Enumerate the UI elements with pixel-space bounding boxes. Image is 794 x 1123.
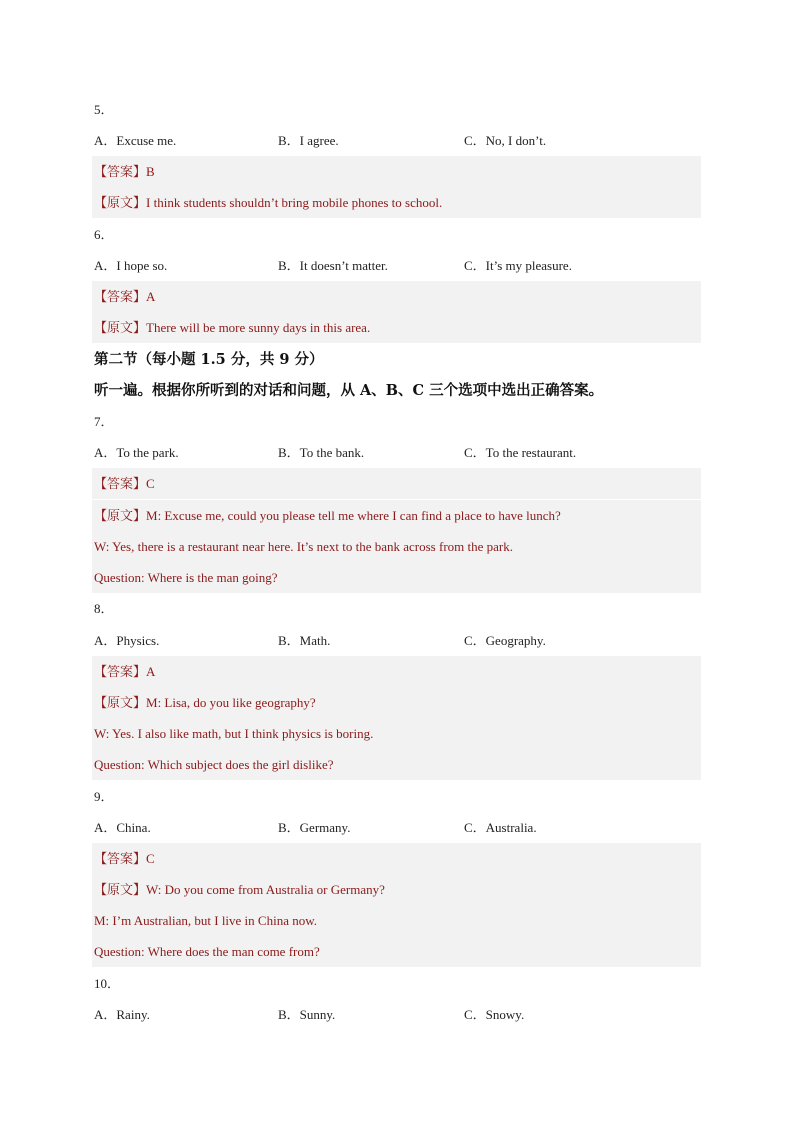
option-a: A．Physics.: [94, 633, 160, 648]
option-b: B．It doesn’t matter.: [278, 258, 388, 273]
question-10-number: 10．: [94, 976, 121, 991]
option-c: C．Snowy.: [464, 1007, 525, 1022]
question-9-answer: 【答案】C: [92, 843, 701, 874]
option-c: C．It’s my pleasure.: [464, 258, 572, 273]
question-9-options: [94, 812, 701, 843]
option-a: A．Rainy.: [94, 1007, 150, 1022]
option-c: C．Geography.: [464, 633, 546, 648]
question-9-number: 9．: [94, 789, 114, 804]
question-8-options: [94, 625, 701, 656]
question-7-answer: 【答案】C: [92, 468, 701, 499]
question-8-transcript-3: Question: Which subject does the girl dislike?: [92, 749, 701, 780]
question-6-options: [94, 250, 701, 281]
option-a: A．China.: [94, 820, 151, 835]
question-5-options: [94, 125, 701, 156]
section-2-title: 第二节（每小题 1.5 分，共 9 分）: [94, 351, 324, 368]
option-b: B．I agree.: [278, 133, 339, 148]
question-9-transcript-1: 【原文】W: Do you come from Australia or Germany?: [92, 874, 701, 905]
question-7-options: [94, 437, 701, 468]
question-5-number: 5．: [94, 102, 114, 117]
option-b: B．To the bank.: [278, 445, 365, 460]
question-8-number: 8．: [94, 601, 114, 616]
option-b: B．Sunny.: [278, 1007, 336, 1022]
option-b: B．Math.: [278, 633, 331, 648]
option-c: C．No, I don’t.: [464, 133, 547, 148]
option-a: A．Excuse me.: [94, 133, 177, 148]
option-c: C．Australia.: [464, 820, 537, 835]
question-9-transcript-2: M: I’m Australian, but I live in China now.: [92, 905, 701, 936]
question-9-transcript-3: Question: Where does the man come from?: [92, 936, 701, 967]
question-6-number: 6．: [94, 227, 114, 242]
question-6-answer: 【答案】A: [92, 281, 701, 312]
option-c: C．To the restaurant.: [464, 445, 577, 460]
question-5-transcript: 【原文】I think students shouldn’t bring mobile phones to school.: [92, 187, 701, 218]
option-b: B．Germany.: [278, 820, 351, 835]
option-a: A．I hope so.: [94, 258, 168, 273]
question-8-transcript-2: W: Yes. I also like math, but I think physics is boring.: [92, 718, 701, 749]
question-7-transcript-2: W: Yes, there is a restaurant near here. It’s next to the bank across from the park.: [92, 531, 701, 562]
question-7-transcript-1: 【原文】M: Excuse me, could you please tell me where I can find a place to have lunch?: [92, 500, 701, 531]
question-7-number: 7．: [94, 414, 114, 429]
question-5-answer: 【答案】B: [92, 156, 701, 187]
question-8-transcript-1: 【原文】M: Lisa, do you like geography?: [92, 687, 701, 718]
question-10-options: [94, 999, 701, 1030]
option-a: A．To the park.: [94, 445, 179, 460]
question-6-transcript: 【原文】There will be more sunny days in this area.: [92, 312, 701, 343]
question-7-transcript-3: Question: Where is the man going?: [92, 562, 701, 593]
question-8-answer: 【答案】A: [92, 656, 701, 687]
section-2-instruction: 听一遍。根据你所听到的对话和问题，从 A、B、C 三个选项中选出正确答案。: [94, 382, 604, 399]
